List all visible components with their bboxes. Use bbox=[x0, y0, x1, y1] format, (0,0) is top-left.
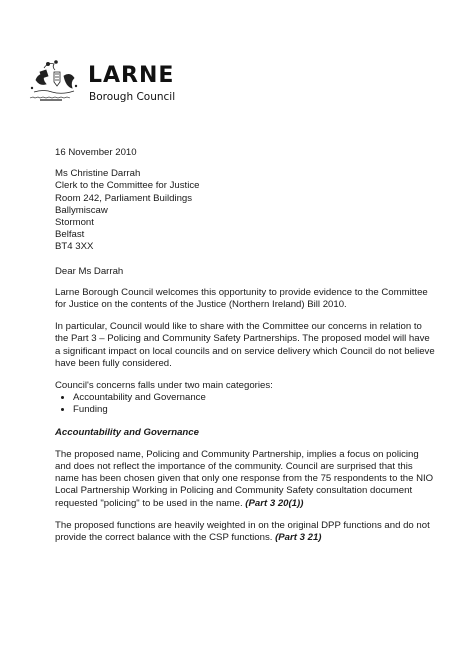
council-brand-name: LARNE bbox=[88, 63, 175, 88]
paragraph-text: The proposed name, Policing and Community Partnership, implies a focus on policing and does not reflect the importance of the community. Council are surprised that this name has been chosen given that only one response from the 75 respondents to the NIO Local Partnership Working in Policing and Community Safety consultation document requested "policing" to be used in the name. bbox=[55, 448, 434, 509]
address-line: Ballymiscaw bbox=[55, 204, 108, 216]
address-line: Ms Christine Darrah bbox=[55, 168, 141, 180]
address-line: Belfast bbox=[55, 229, 85, 241]
list-item: • Accountability and Governance bbox=[73, 392, 435, 404]
paragraph-name bbox=[55, 449, 435, 510]
address-line: BT4 3XX bbox=[55, 241, 94, 253]
part-reference: (Part 3 21) bbox=[275, 532, 322, 544]
address-line: Room 242, Parliament Buildings bbox=[55, 192, 193, 204]
paragraph-intro: Larne Borough Council welcomes this opportunity to provide evidence to the Committee for Justice on the contents of the Justice (Northern Ireland) Bill 2010. bbox=[55, 286, 428, 311]
category-list bbox=[55, 392, 435, 416]
letter-body bbox=[55, 147, 435, 554]
address-line: Stormont bbox=[55, 217, 94, 229]
section-heading: Accountability and Governance bbox=[55, 426, 199, 438]
paragraph-functions bbox=[55, 520, 435, 544]
salutation: Dear Ms Darrah bbox=[55, 265, 124, 277]
letter-date: 16 November 2010 bbox=[55, 147, 137, 158]
list-item: • Funding bbox=[73, 404, 435, 416]
recipient-address bbox=[55, 168, 435, 253]
council-brand-subtitle: Borough Council bbox=[89, 91, 176, 103]
paragraph-categories: Council's concerns falls under two main categories: bbox=[55, 380, 273, 392]
part-reference: (Part 3 20(1)) bbox=[245, 497, 304, 509]
paragraph-concerns: In particular, Council would like to share with the Committee our concerns in relation to the Part 3 – Policing and Community Safety Partnerships. The proposed model will have a significant impact on local councils and on service delivery which Council do not believe have been fully considered. bbox=[55, 321, 435, 369]
paragraph-text: The proposed functions are heavily weighted in on the original DPP functions and do not provide the correct balance with the CSP functions. bbox=[55, 519, 430, 544]
address-line: Clerk to the Committee for Justice bbox=[55, 180, 200, 192]
council-crest-logo bbox=[26, 58, 88, 108]
